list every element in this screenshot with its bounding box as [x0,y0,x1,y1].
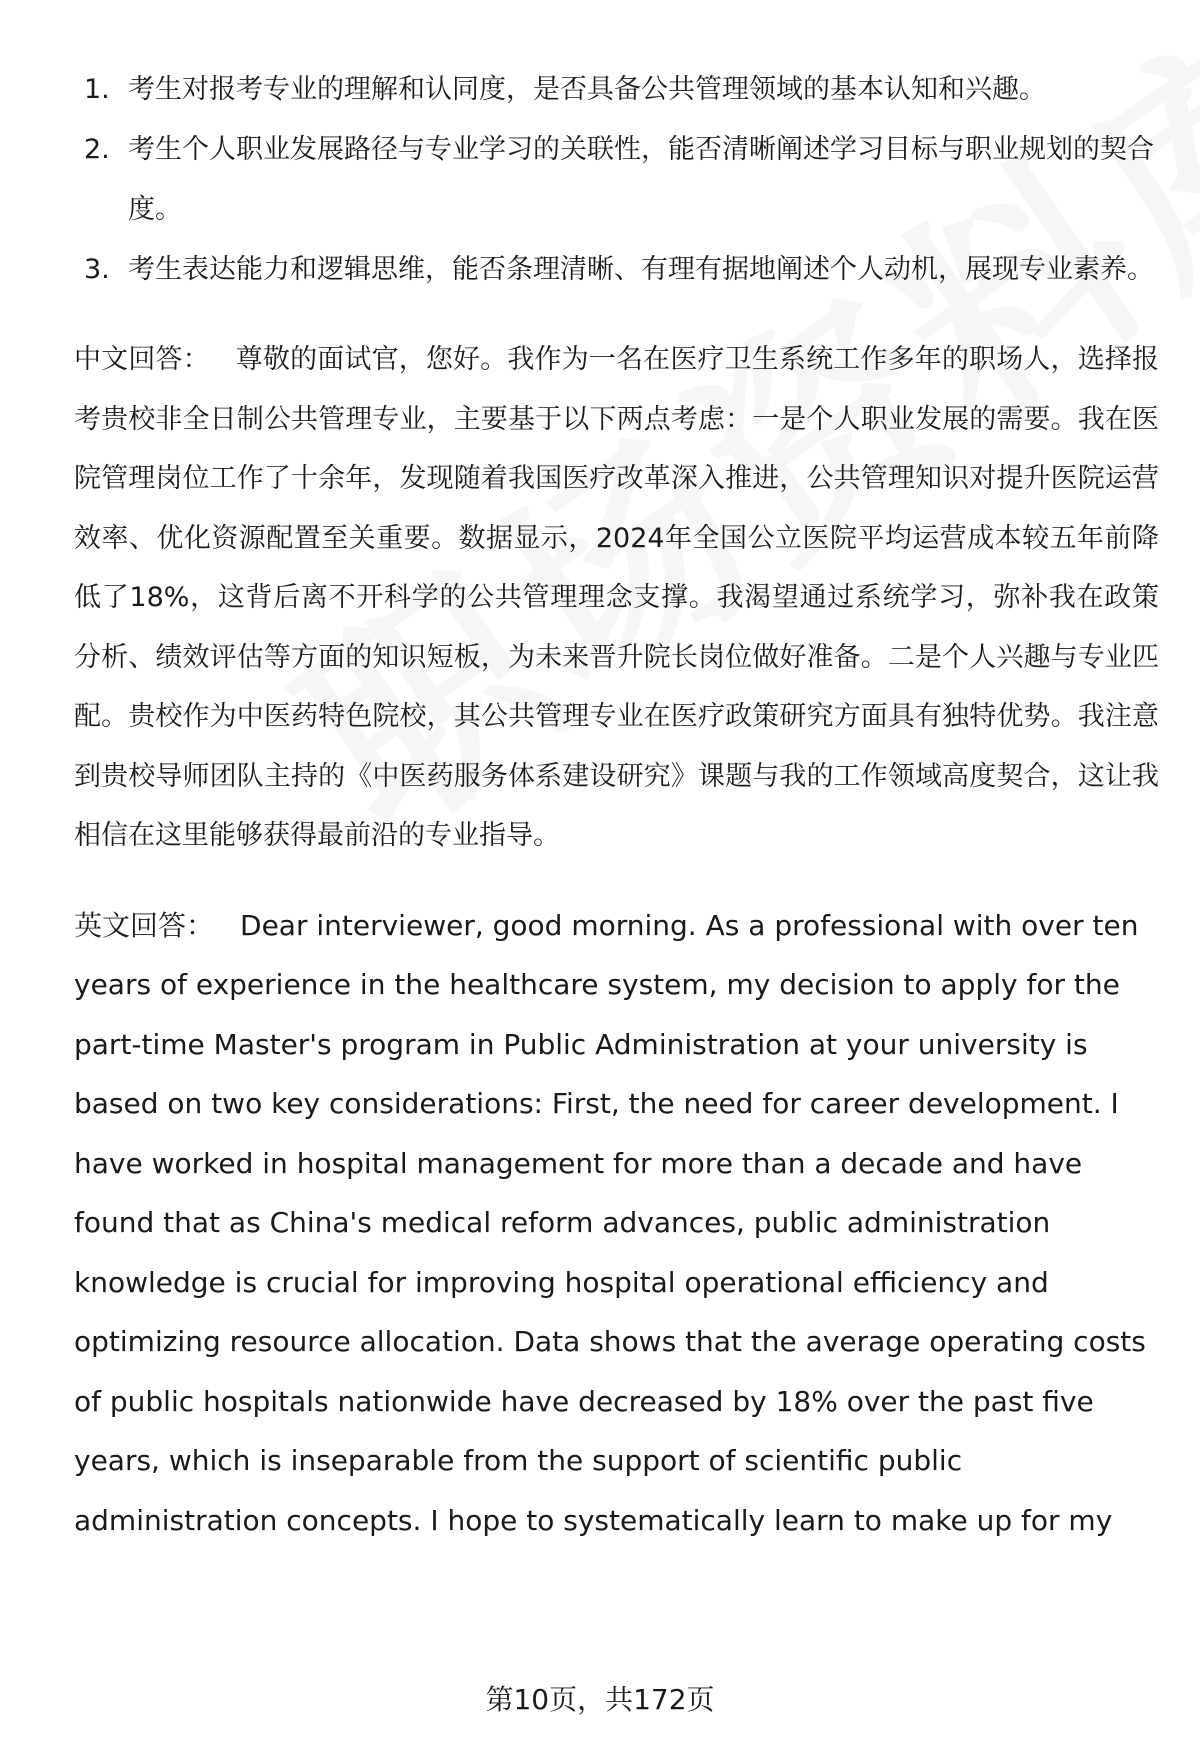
criteria-text: 考生表达能力和逻辑思维，能否条理清晰、有理有据地阐述个人动机，展现专业素养。 [128,254,1154,285]
page-content [74,60,1159,1550]
criteria-list [74,60,1159,300]
criteria-text: 考生个人职业发展路径与专业学习的关联性，能否清晰阐述学习目标与职业规划的契合度。 [128,134,1154,225]
criteria-number: 3. [84,254,110,285]
chinese-answer-label: 中文回答： [74,344,210,375]
chinese-answer-text: 尊敬的面试官，您好。我作为一名在医疗卫生系统工作多年的职场人，选择报考贵校非全日制公共管理专业，主要基于以下两点考虑：一是个人职业发展的需要。我在医院管理岗位工作了十余年，发现随着我国医疗改革深入推进，公共管理知识对提升医院运营效率、优化资源配置至关重要。数据显示，2024年全国公立医院平均运营成本较五年前降低了18%，这背后离不开科学的公共管理理念支撑。我渴望通过系统学习，弥补我在政策分析、绩效评估等方面的知识短板，为未来晋升院长岗位做好准备。二是个人兴趣与专业匹配。贵校作为中医药特色院校，其公共管理专业在医疗政策研究方面具有独特优势。我注意到贵校导师团队主持的《中医药服务体系建设研究》课题与我的工作领域高度契合，这让我相信在这里能够获得最前沿的专业指导。 [74,344,1160,851]
page-number: 第10页，共172页 [485,1683,715,1716]
english-answer [74,896,1159,1551]
page-footer [0,1678,1200,1718]
criteria-item-1 [74,60,1159,120]
criteria-text: 考生对报考专业的理解和认同度，是否具备公共管理领域的基本认知和兴趣。 [128,74,1046,105]
chinese-answer [74,330,1159,866]
criteria-item-3 [74,240,1159,300]
english-answer-text: Dear interviewer, good morning. As a professional with over ten years of experience in the healthcare system, my decision to apply for the part-time Master's program in Public Administration at your university is based on two key considerations: First, the need for career development. I have worked in hospital management for more than a decade and have found that as China's medical reform advances, public administration knowledge is crucial for improving hospital operational efficiency and optimizing resource allocation. Data shows that the average operating costs of public hospitals nationwide have decreased by 18% over the past five years, which is inseparable from the support of scientific public administration concepts. I hope to systematically learn to make up for my [74,908,1146,1537]
criteria-number: 2. [84,134,110,165]
criteria-item-2 [74,120,1159,240]
english-answer-label: 英文回答： [74,908,215,942]
criteria-number: 1. [84,74,110,105]
